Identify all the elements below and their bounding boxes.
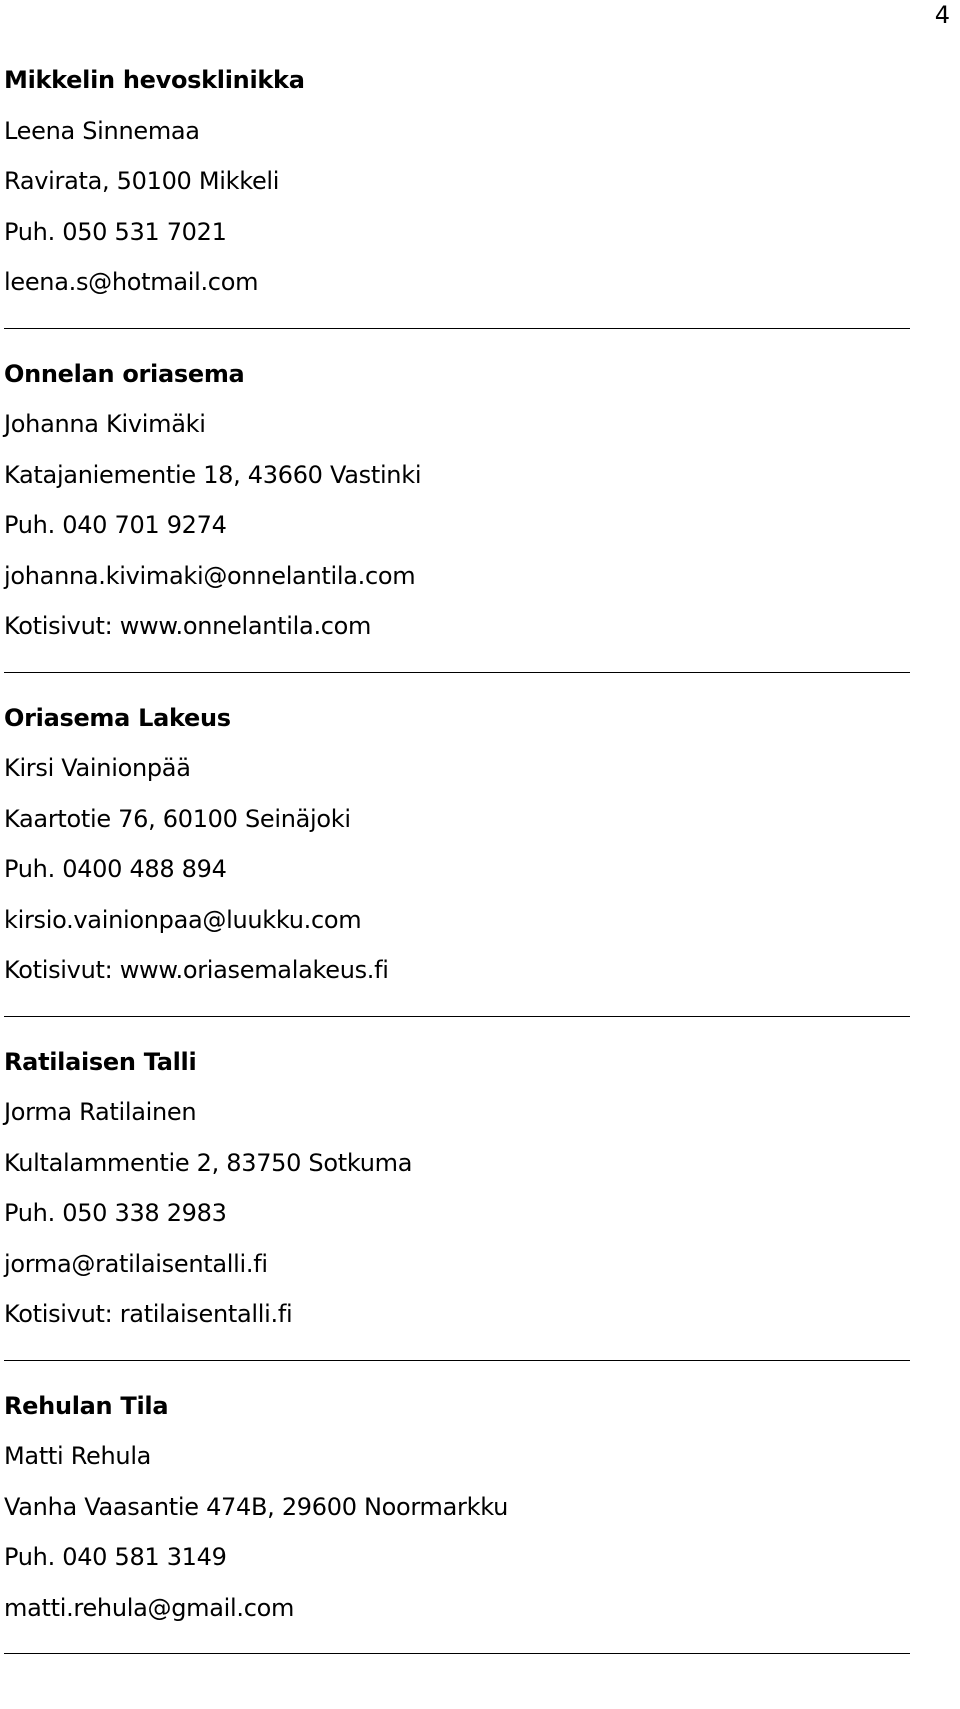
address: Kaartotie 76, 60100 Seinäjoki <box>4 804 351 833</box>
contact-person: Kirsi Vainionpää <box>4 754 191 782</box>
phone: Puh. 0400 488 894 <box>4 855 227 883</box>
contact-person: Leena Sinnemaa <box>4 116 200 145</box>
email: kirsio.vainionpaa@luukku.com <box>4 905 362 934</box>
email: jorma@ratilaisentalli.fi <box>4 1249 268 1278</box>
page-number: 4 <box>934 1 950 29</box>
separator-line <box>4 1016 910 1017</box>
phone: Puh. 040 581 3149 <box>4 1543 227 1571</box>
stable-name: Onnelan oriasema <box>4 359 245 388</box>
separator-line <box>4 1360 910 1361</box>
address: Kultalammentie 2, 83750 Sotkuma <box>4 1148 413 1177</box>
contact-person: Matti Rehula <box>4 1442 152 1470</box>
phone: Puh. 050 338 2983 <box>4 1199 227 1227</box>
contact-person: Johanna Kivimäki <box>4 410 206 438</box>
contact-entry <box>4 693 914 996</box>
website: Kotisivut: www.oriasemalakeus.fi <box>4 956 389 984</box>
separator-line <box>4 672 910 673</box>
contact-list <box>4 55 914 1674</box>
website: Kotisivut: ratilaisentalli.fi <box>4 1300 293 1328</box>
separator-line <box>4 328 910 329</box>
address: Katajaniementie 18, 43660 Vastinki <box>4 460 422 489</box>
email: leena.s@hotmail.com <box>4 268 259 296</box>
email: johanna.kivimaki@onnelantila.com <box>4 561 416 590</box>
stable-name: Ratilaisen Talli <box>4 1047 197 1076</box>
contact-person: Jorma Ratilainen <box>4 1098 197 1126</box>
contact-entry <box>4 55 914 308</box>
address: Vanha Vaasantie 474B, 29600 Noormarkku <box>4 1492 508 1521</box>
separator-line <box>4 1653 910 1654</box>
phone: Puh. 040 701 9274 <box>4 511 227 539</box>
stable-name: Rehulan Tila <box>4 1391 169 1420</box>
website: Kotisivut: www.onnelantila.com <box>4 612 372 640</box>
contact-entry <box>4 349 914 652</box>
email: matti.rehula@gmail.com <box>4 1593 295 1622</box>
stable-name: Oriasema Lakeus <box>4 703 231 732</box>
contact-entry <box>4 1381 914 1634</box>
contact-entry <box>4 1037 914 1340</box>
phone: Puh. 050 531 7021 <box>4 217 227 246</box>
stable-name: Mikkelin hevosklinikka <box>4 66 305 94</box>
address: Ravirata, 50100 Mikkeli <box>4 167 280 195</box>
